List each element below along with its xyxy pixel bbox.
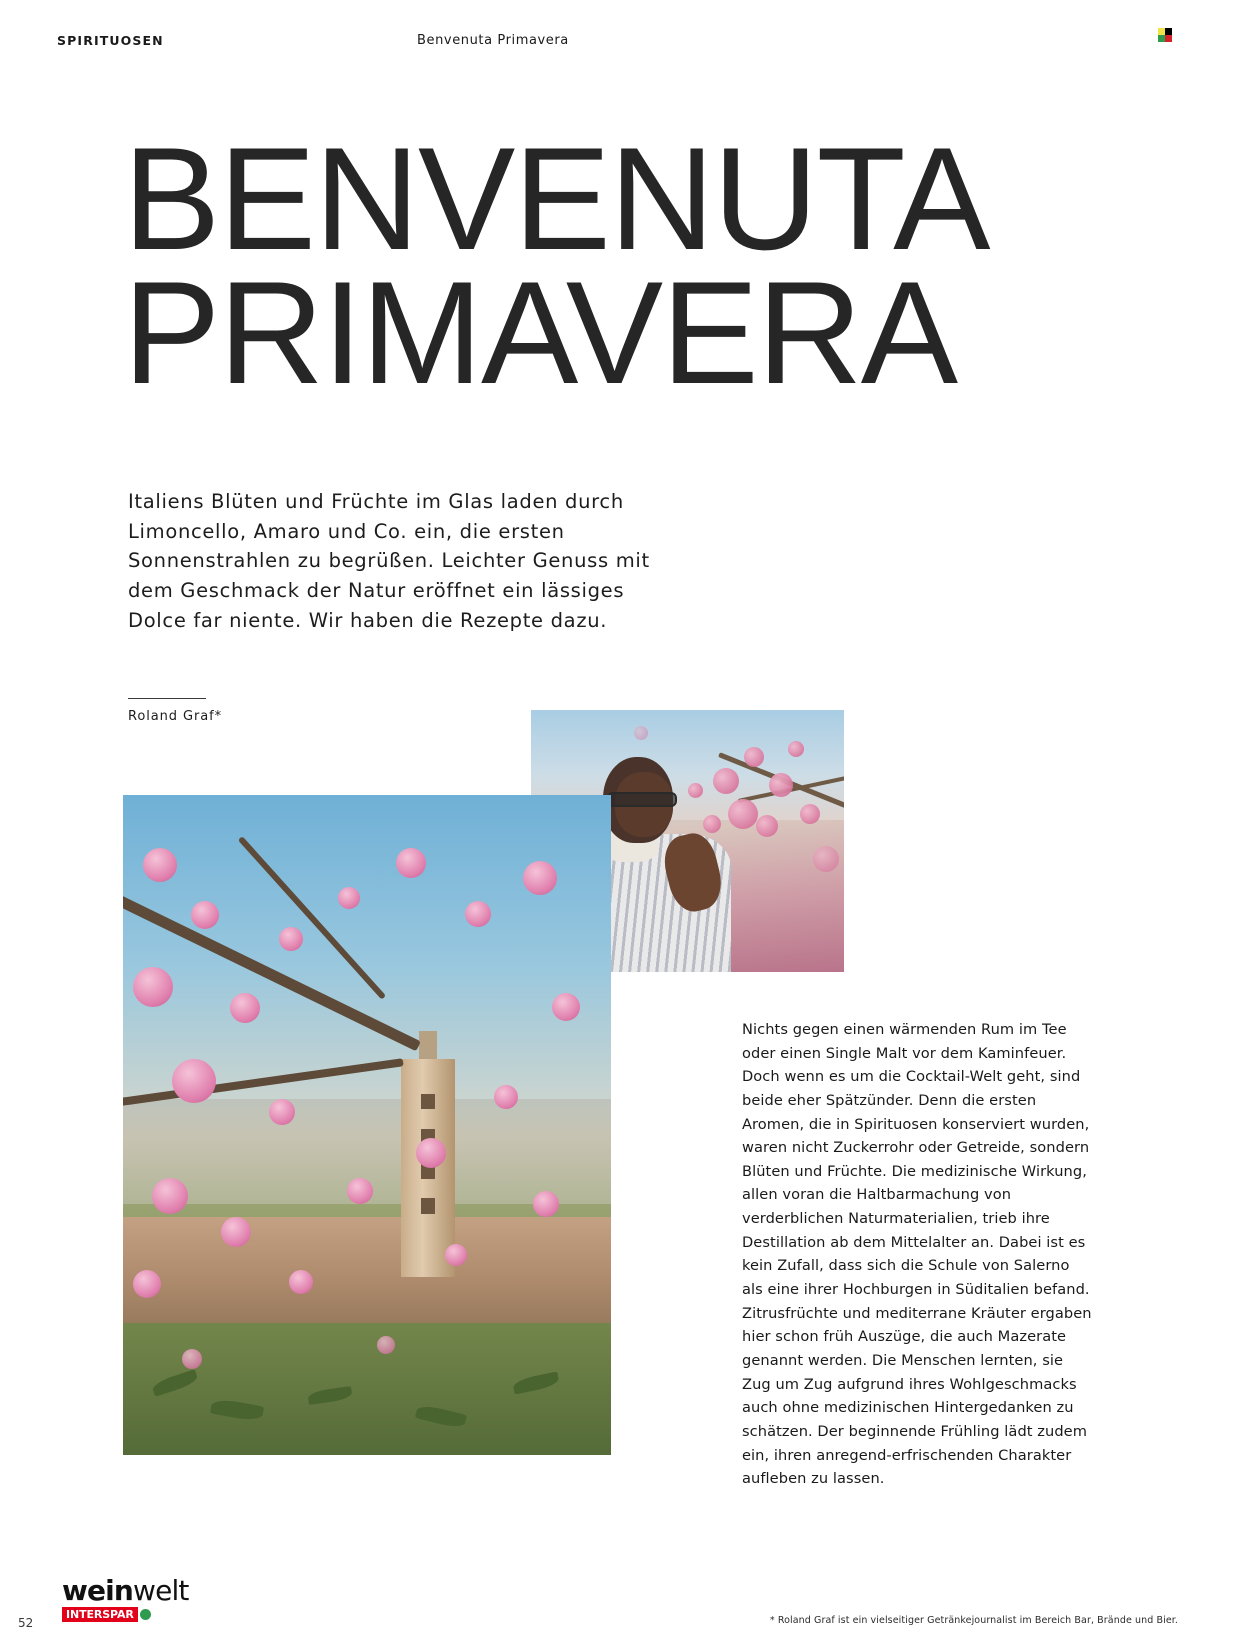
logo-wordmark bbox=[62, 1574, 189, 1607]
logo-wordmark-bold: wein bbox=[62, 1574, 134, 1607]
standfirst-text: Italiens Blüten und Früchte im Glas laden durch Limoncello, Amaro und Co. ein, die ersten Sonnenstrahlen zu begrüßen. Leichter Genuss mit dem Geschmack der Natur eröffnet ein lässiges Dolce far niente. Wir haben die Rezepte dazu. bbox=[128, 490, 650, 632]
landscape-photo-sky bbox=[123, 795, 611, 1099]
color-registration-mark-icon bbox=[1158, 28, 1173, 43]
landscape-photo-bell-tower bbox=[401, 1059, 455, 1277]
page-title bbox=[123, 117, 1123, 414]
landscape-photo bbox=[123, 795, 611, 1455]
article-body-text: Nichts gegen einen wärmenden Rum im Tee oder einen Single Malt vor dem Kaminfeuer. Doch wenn es um die Cocktail-Welt geht, sind beide eher Spätzünder. Denn die ersten Aromen, die in Spirituosen konserviert wurden, waren nicht Zuckerrohr oder Getreide, sondern Blüten und Früchte. Die medizinische Wirkung, allen voran die Haltbarmachung von verderblichen Naturmaterialien, trieb ihre Destillation ab dem Mittelalter an. Dabei ist es kein Zufall, dass sich die Schule von Salerno als eine ihrer Hochburgen in Süditalien befand. Zitrusfrüchte und mediterrane Kräuter ergaben hier schon früh Auszüge, die auch Mazerate genannt werden. Die Menschen lernten, sie Zug um Zug aufgrund ihres Wohlgeschmacks auch ohne medizinischen Hintergedanken zu schätzen. Der beginnende Frühling lädt zudem ein, ihren anregend-erfrischenden Charakter aufleben zu lassen. bbox=[742, 1021, 1092, 1488]
byline-author: Roland Graf* bbox=[128, 709, 222, 724]
landscape-photo-rooftops bbox=[123, 1217, 611, 1323]
running-title: Benvenuta Primavera bbox=[417, 33, 569, 48]
logo-interspar-bar bbox=[62, 1607, 180, 1622]
spar-leaf-icon bbox=[140, 1609, 151, 1620]
page-header bbox=[0, 33, 1250, 57]
logo-interspar-label: INTERSPAR bbox=[62, 1607, 138, 1622]
byline-rule bbox=[128, 698, 206, 699]
section-rubric: SPIRITUOSEN bbox=[57, 33, 164, 48]
headline-line-2: PRIMAVERA bbox=[123, 250, 957, 414]
weinwelt-interspar-logo bbox=[62, 1574, 189, 1622]
headline-line-1: BENVENUTA bbox=[123, 117, 989, 280]
page-number: 52 bbox=[18, 1616, 34, 1630]
author-footnote: * Roland Graf ist ein vielseitiger Getränkejournalist im Bereich Bar, Brände und Bier. bbox=[769, 1615, 1178, 1626]
logo-wordmark-light: welt bbox=[133, 1574, 189, 1607]
